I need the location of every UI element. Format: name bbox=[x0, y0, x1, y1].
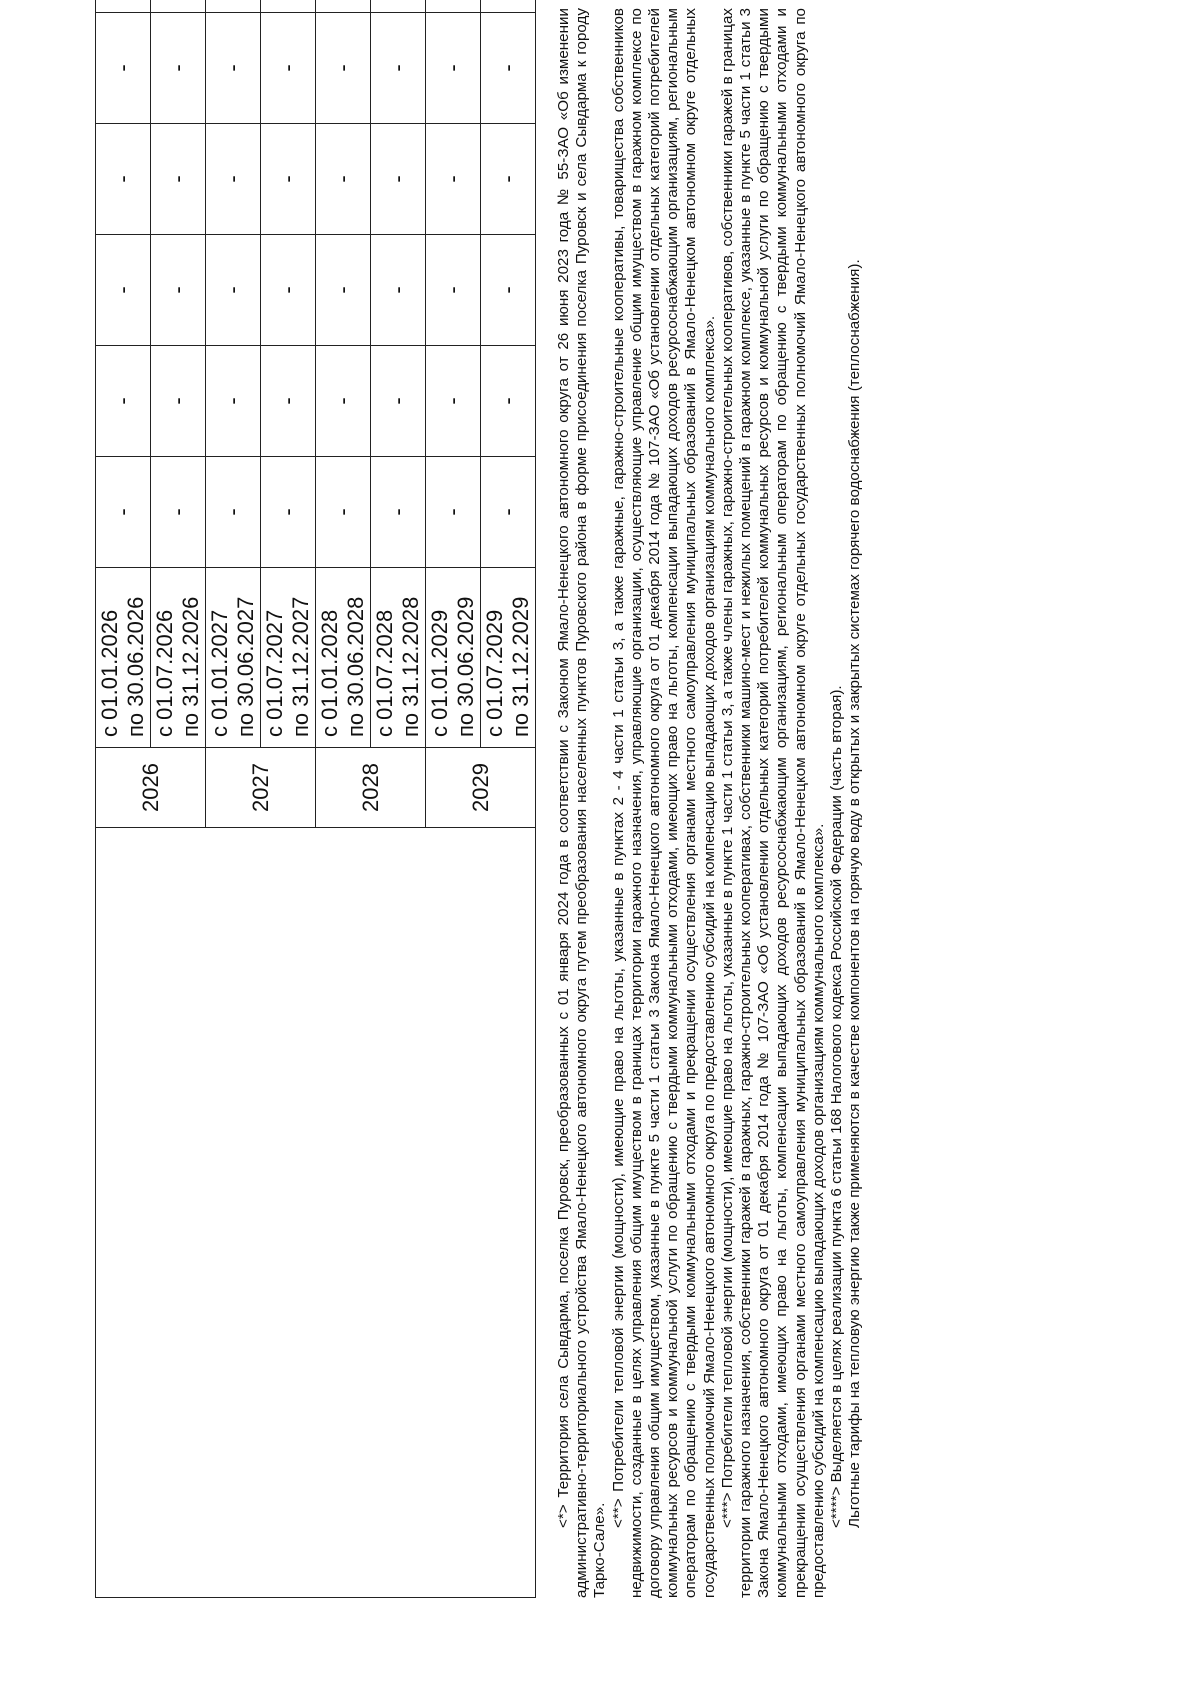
period-cell: с 01.01.2028 по 30.06.2028 bbox=[316, 568, 371, 748]
period-cell: с 01.01.2029 по 30.06.2029 bbox=[426, 568, 481, 748]
value-cell bbox=[371, 0, 426, 13]
blank-cell bbox=[96, 828, 536, 1598]
value-cell: - bbox=[371, 13, 426, 124]
value-cell bbox=[316, 0, 371, 13]
year-cell: 2028 bbox=[316, 748, 426, 828]
value-cell: - bbox=[481, 13, 536, 124]
footnotes bbox=[555, 8, 864, 1598]
value-cell bbox=[206, 0, 261, 13]
value-cell: - bbox=[206, 13, 261, 124]
value-cell: - bbox=[151, 13, 206, 124]
year-cell: 2027 bbox=[206, 748, 316, 828]
value-cell: - bbox=[481, 346, 536, 457]
value-cell: - bbox=[481, 235, 536, 346]
value-cell: - bbox=[426, 235, 481, 346]
value-cell: - bbox=[261, 457, 316, 568]
value-cell bbox=[481, 0, 536, 13]
year-cell: 2029 bbox=[426, 748, 536, 828]
value-cell bbox=[151, 0, 206, 13]
value-cell: - bbox=[481, 124, 536, 235]
footnote-3: <***> Потребители тепловой энергии (мощности), имеющие право на льготы, указанные в пункте 1 части 1 статьи 3, а также члены гаражных, гаражно-строительных кооперативов, собственники гаражей в границах территории гаражного назначения, собственники гаражей в гаражных, гаражно-строительных кооперативах, собственники машино-мест и нежилых помещений в гаражном комплексе, указанные в пункте 5 части 1 статьи 3 Закона Ямало-Ненецкого автономного округа от 01 декабря 2014 года № 107-ЗАО «Об установлении отдельных категорий потребителей коммунальных ресурсов и коммунальной услуги по обращению с твердыми коммунальными отходами, имеющих право на льготы, компенсации выпадающих доходов ресурсоснабжающим организациям, региональным операторам по обращению с твердыми коммунальными отходами и прекращении осуществления органами местного самоуправления муниципальных образований в Ямало-Ненецком автономном округе отдельных государственных полномочий Ямало-Ненецкого автономного округа по предоставлению субсидий на компенсацию выпадающих доходов организациям коммунального комплекса». bbox=[718, 8, 827, 1598]
value-cell: - bbox=[316, 235, 371, 346]
value-cell: - bbox=[206, 346, 261, 457]
year-cell: 2026 bbox=[96, 748, 206, 828]
value-cell: - bbox=[426, 124, 481, 235]
period-cell: с 01.07.2026 по 31.12.2026 bbox=[151, 568, 206, 748]
footnote-2: <**> Потребители тепловой энергии (мощности), имеющие право на льготы, указанные в пунктах 2 - 4 части 1 статьи 3, а также гаражные, гаражно-строительные кооперативы, товарищества собственников недвижимости, созданные в целях управления общим имуществом в границах территории гаражного назначения, управляющие организации, осуществляющие управление общим имуществом в гаражном комплексе по договору управления общим имуществом, указанные в пункте 5 части 1 статьи 3 Закона Ямало-Ненецкого автономного округа от 01 декабря 2014 года № 107-ЗАО «Об установлении отдельных категорий потребителей коммунальных ресурсов и коммунальной услуги по обращению с твердыми коммунальными отходами, имеющих право на льготы, компенсации выпадающих доходов ресурсоснабжающим организациям, региональным операторам по обращению с твердыми коммунальными отходами и прекращении осуществления органами местного самоуправления муниципальных образований в Ямало-Ненецком автономном округе отдельных государственных полномочий Ямало-Ненецкого автономного округа по предоставлению субсидий на компенсацию выпадающих доходов организациям коммунального комплекса». bbox=[609, 8, 718, 1598]
value-cell: - bbox=[316, 13, 371, 124]
value-cell: - bbox=[206, 457, 261, 568]
value-cell: - bbox=[206, 124, 261, 235]
value-cell: - bbox=[261, 124, 316, 235]
value-cell: - bbox=[316, 346, 371, 457]
value-cell bbox=[96, 0, 151, 13]
value-cell: - bbox=[206, 235, 261, 346]
period-cell: с 01.07.2027 по 31.12.2027 bbox=[261, 568, 316, 748]
value-cell: - bbox=[426, 346, 481, 457]
value-cell: - bbox=[151, 235, 206, 346]
period-cell: с 01.01.2027 по 30.06.2027 bbox=[206, 568, 261, 748]
value-cell: - bbox=[481, 457, 536, 568]
value-cell: - bbox=[261, 346, 316, 457]
value-cell: - bbox=[96, 124, 151, 235]
value-cell: - bbox=[96, 13, 151, 124]
value-cell: - bbox=[96, 346, 151, 457]
value-cell: - bbox=[261, 235, 316, 346]
value-cell: - bbox=[151, 346, 206, 457]
value-cell: - bbox=[371, 124, 426, 235]
value-cell: - bbox=[151, 124, 206, 235]
value-cell bbox=[261, 0, 316, 13]
value-cell: - bbox=[151, 457, 206, 568]
value-cell: - bbox=[316, 124, 371, 235]
value-cell: - bbox=[371, 457, 426, 568]
period-cell: с 01.01.2026 по 30.06.2026 bbox=[96, 568, 151, 748]
value-cell: - bbox=[371, 235, 426, 346]
value-cell: - bbox=[371, 346, 426, 457]
footnote-4: <****> Выделяется в целях реализации пункта 6 статьи 168 Налогового кодекса Российской Федерации (часть вторая). bbox=[828, 685, 846, 1528]
value-cell: - bbox=[426, 457, 481, 568]
period-cell: с 01.07.2028 по 31.12.2028 bbox=[371, 568, 426, 748]
table-row bbox=[96, 0, 151, 1598]
value-cell bbox=[426, 0, 481, 13]
value-cell: - bbox=[96, 235, 151, 346]
footnote-1: <*> Территория села Сывдарма, поселка Пуровск, преобразованных с 01 января 2024 года в соответствии с Законом Ямало-Ненецкого автономного округа от 26 июня 2023 года № 55-ЗАО «Об изменении административно-территориального устройства Ямало-Ненецкого автономного округа путем преобразования населенных пунктов Пуровского района в форме присоединения поселка Пуровск и села Сывдарма к городу Тарко-Сале». bbox=[555, 8, 609, 1598]
tariff-table bbox=[95, 0, 536, 1598]
value-cell: - bbox=[261, 13, 316, 124]
period-cell: с 01.07.2029 по 31.12.2029 bbox=[481, 568, 536, 748]
value-cell: - bbox=[96, 457, 151, 568]
footnote-5: Льготные тарифы на тепловую энергию также применяются в качестве компонентов на горячую воду в открытых и закрытых системах горячего водоснабжения (теплоснабжения). bbox=[846, 259, 864, 1528]
value-cell: - bbox=[316, 457, 371, 568]
value-cell: - bbox=[426, 13, 481, 124]
